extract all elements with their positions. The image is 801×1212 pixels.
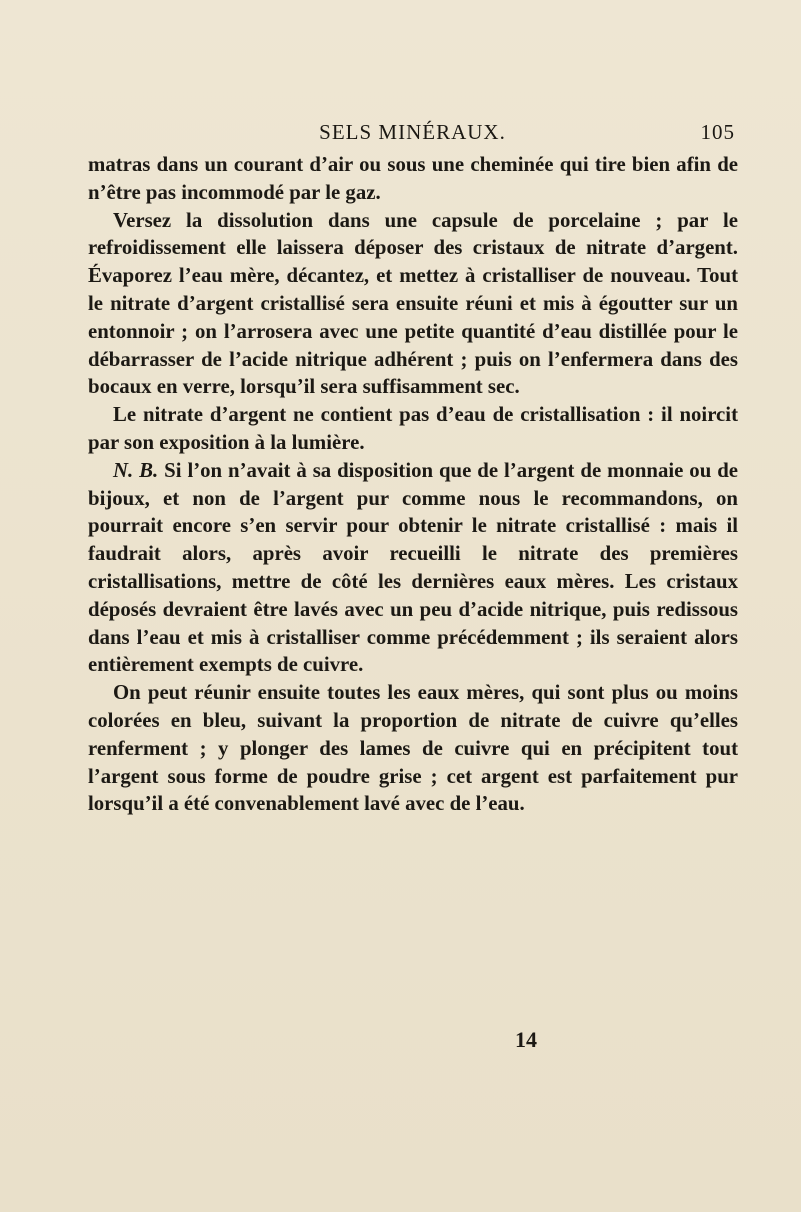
nota-bene-label: N. B. xyxy=(113,458,159,482)
nota-bene-text: Si l’on n’avait à sa disposition que de l’argent de monnaie ou de bijoux, et non de l’argent pur comme nous le recommandons, on pourrait encore s’en servir pour obtenir le nitrate cristallisé : mais il faudrait alors, après avoir recueilli le nitrate des premières cristallisations, mettre de côté les dernières eaux mères. Les cristaux déposés devraient être lavés avec un peu d’acide nitrique, puis redissous dans l’eau et mis à cristalliser comme précédemment ; ils seraient alors entièrement exempts de cuivre. xyxy=(88,458,739,677)
page-number: 105 xyxy=(700,120,735,144)
paragraph-light-sensitivity: Le nitrate d’argent ne contient pas d’eau de cristallisation : il noircit par son exposition à la lumière. xyxy=(88,403,738,454)
paragraph-evaporation: Versez la dissolution dans une capsule de porcelaine ; par le refroidissement elle laissera déposer des cristaux de nitrate d’argent. Évaporez l’eau mère, décantez, et mettez à cristalliser de nouveau. Tout le nitrate d’argent cristallisé sera ensuite réuni et mis à égoutter sur un entonnoir ; on l’arrosera avec une petite quantité d’eau distillée pour le débarrasser de l’acide nitrique adhérent ; puis on l’enfermera dans des bocaux en verre, lorsqu’il sera suffisamment sec. xyxy=(88,208,738,399)
paragraph-nota-bene xyxy=(88,457,738,679)
signature-mark: 14 xyxy=(515,1027,537,1052)
body-text xyxy=(88,151,738,818)
paragraph-continuation: matras dans un courant d’air ou sous une cheminée qui tire bien afin de n’être pas incommodé par le gaz. xyxy=(88,153,738,204)
running-title: SELS MINÉRAUX. xyxy=(319,120,506,144)
running-head xyxy=(90,120,735,150)
paragraph-mother-liquors: On peut réunir ensuite toutes les eaux mères, qui sont plus ou moins colorées en bleu, suivant la proportion de nitrate de cuivre qu’elles renferment ; y plonger des lames de cuivre qui en précipitent tout l’argent sous forme de poudre grise ; cet argent est parfaitement pur lorsqu’il a été convenablement lavé avec de l’eau. xyxy=(88,681,738,816)
